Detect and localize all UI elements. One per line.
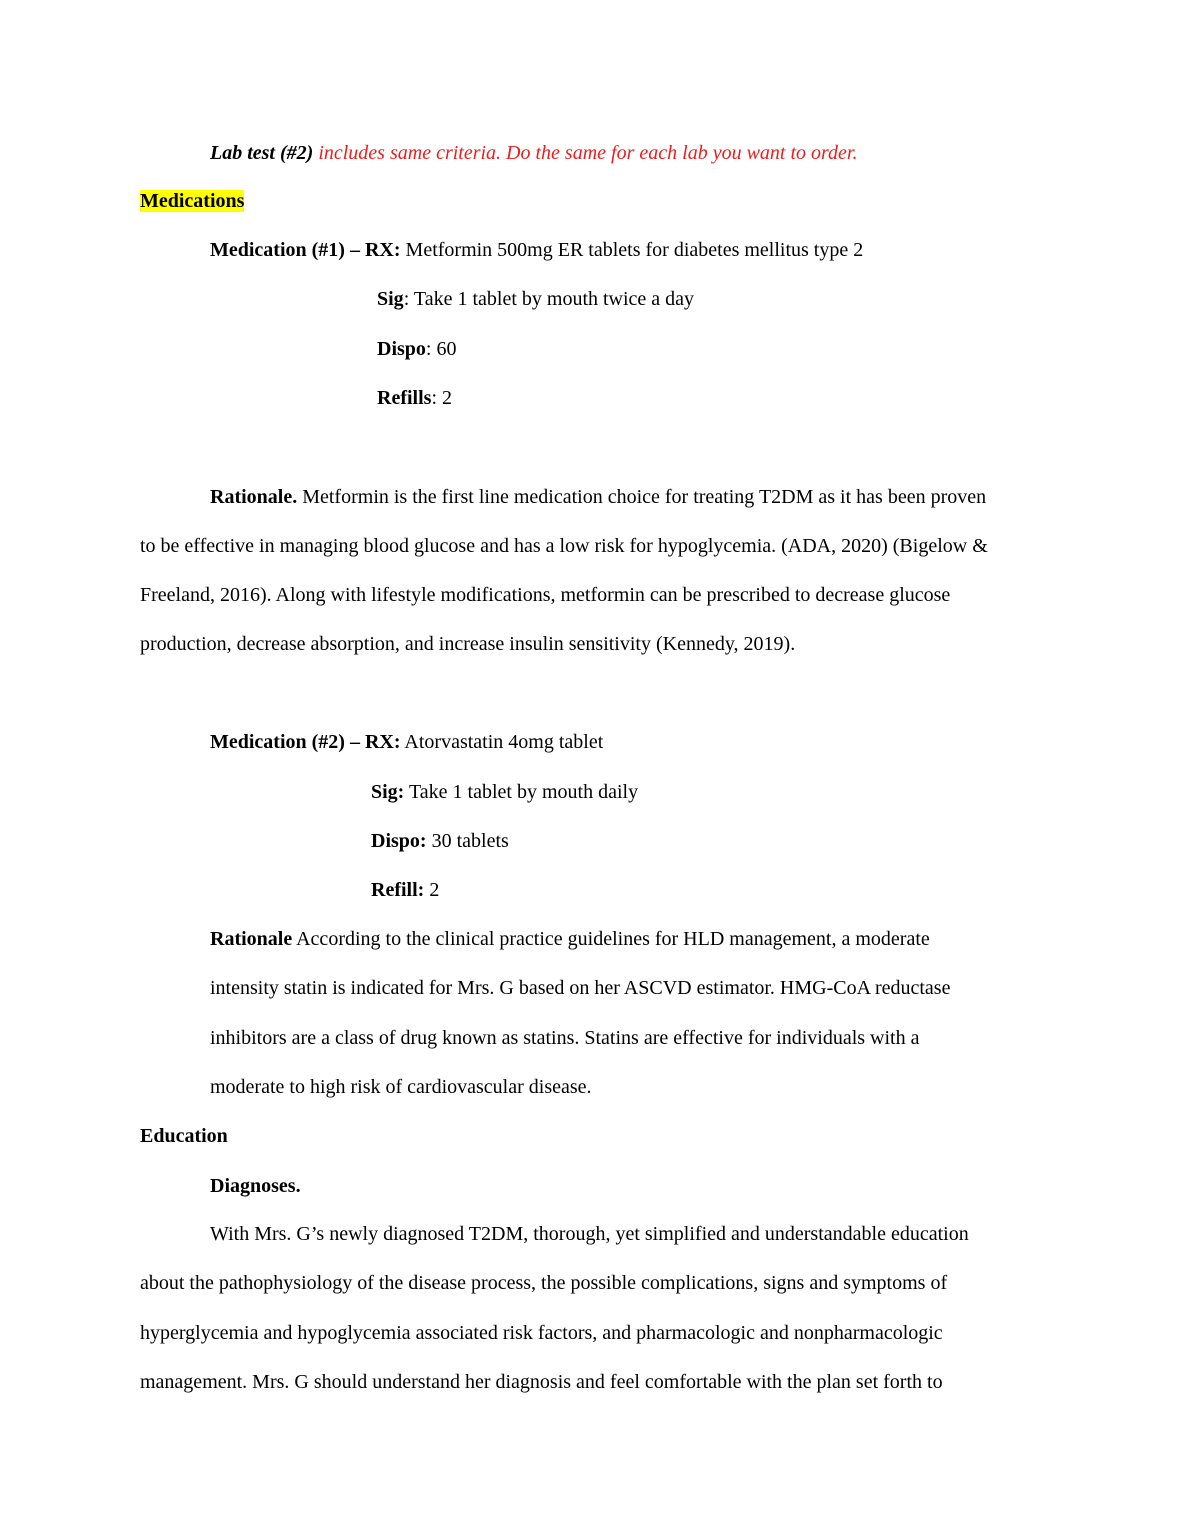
lab-test-line [210, 141, 858, 165]
education-heading: Education [140, 1125, 228, 1147]
medication-2-sig-line [371, 780, 638, 804]
medication-2-sig-value: Take 1 tablet by mouth daily [404, 781, 639, 803]
medication-1-sig-label: Sig [377, 288, 404, 310]
medication-1-rationale-line-4: production, decrease absorption, and increase insulin sensitivity (Kennedy, 2019). [140, 633, 796, 655]
medication-1-sig-value: : Take 1 tablet by mouth twice a day [403, 288, 695, 310]
medication-2-rationale-line-1 [210, 927, 930, 951]
medication-1-rx-line [210, 238, 863, 262]
medication-2-heading: Medication (#2) – RX: [210, 731, 401, 753]
medication-2-name: Atorvastatin 4omg tablet [400, 731, 604, 753]
medication-2-rationale-label: Rationale [210, 928, 293, 950]
education-paragraph-line-2: about the pathophysiology of the disease process, the possible complications, signs and symptoms of [140, 1272, 948, 1294]
medication-1-sig-line [377, 287, 694, 311]
education-paragraph-line-1: With Mrs. G’s newly diagnosed T2DM, thorough, yet simplified and understandable education [210, 1223, 969, 1245]
medication-1-dispo-line [377, 337, 456, 361]
medication-2-sig-label: Sig: [371, 781, 405, 803]
education-diagnoses-heading: Diagnoses. [210, 1175, 301, 1197]
medication-1-rationale-line-3: Freeland, 2016). Along with lifestyle modifications, metformin can be prescribed to decrease glucose [140, 584, 951, 606]
medication-2-rationale-text: According to the clinical practice guidelines for HLD management, a moderate [292, 928, 930, 950]
medication-1-refills-value: : 2 [431, 387, 452, 409]
medication-1-name: Metformin 500mg ER tablets for diabetes mellitus type 2 [400, 239, 864, 261]
medication-2-refill-value: 2 [424, 879, 440, 901]
medication-2-rationale-line-3: inhibitors are a class of drug known as statins. Statins are effective for individuals with a [210, 1027, 920, 1049]
medication-1-heading: Medication (#1) – RX: [210, 239, 401, 261]
medication-2-refill-label: Refill: [371, 879, 425, 901]
medication-2-dispo-value: 30 tablets [426, 830, 509, 852]
medication-1-rationale-line-2: to be effective in managing blood glucose and has a low risk for hypoglycemia. (ADA, 2020) (Bigelow & [140, 535, 988, 557]
lab-test-note: includes same criteria. Do the same for each lab you want to order. [313, 142, 858, 164]
education-paragraph-line-3: hyperglycemia and hypoglycemia associated risk factors, and pharmacologic and nonpharmacologic [140, 1322, 943, 1344]
lab-test-label: Lab test (#2) [210, 142, 314, 164]
medication-2-rationale-line-4: moderate to high risk of cardiovascular disease. [210, 1076, 592, 1098]
medication-1-refills-label: Refills [377, 387, 432, 409]
medication-1-rationale-text: Metformin is the first line medication choice for treating T2DM as it has been proven [297, 486, 987, 508]
medications-heading: Medications [140, 190, 245, 212]
medications-heading-line [140, 189, 244, 213]
medication-2-dispo-label: Dispo: [371, 830, 427, 852]
education-paragraph-line-4: management. Mrs. G should understand her diagnosis and feel comfortable with the plan set forth to [140, 1371, 943, 1393]
medication-2-dispo-line [371, 829, 509, 853]
medication-1-rationale-label: Rationale. [210, 486, 298, 508]
medication-2-refill-line [371, 878, 439, 902]
medication-1-rationale-line-1 [210, 485, 986, 509]
medication-1-dispo-label: Dispo [377, 338, 426, 360]
medication-2-rx-line [210, 730, 603, 754]
medication-1-refills-line [377, 386, 452, 410]
medication-1-dispo-value: : 60 [425, 338, 457, 360]
medication-2-rationale-line-2: intensity statin is indicated for Mrs. G based on her ASCVD estimator. HMG-CoA reductase [210, 977, 951, 999]
